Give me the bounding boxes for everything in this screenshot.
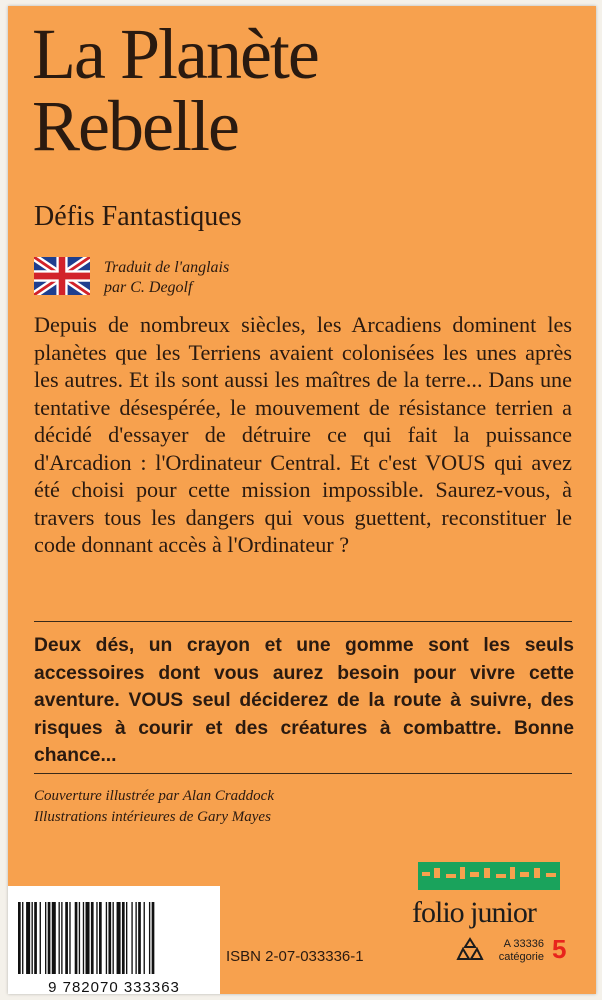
divider-bottom bbox=[34, 773, 572, 774]
barcode-bar bbox=[86, 902, 90, 974]
translation-credit bbox=[104, 258, 229, 298]
barcode-bar bbox=[149, 902, 150, 974]
barcode-bar bbox=[22, 902, 23, 974]
translation-line-1: Traduit de l'anglais bbox=[104, 259, 230, 276]
barcode-bar bbox=[34, 902, 37, 974]
book-title-line-2: Rebelle bbox=[32, 86, 238, 166]
barcode-bar bbox=[40, 902, 41, 974]
union-jack-flag-icon bbox=[34, 257, 90, 295]
barcode-bar bbox=[91, 902, 94, 974]
barcode-bar bbox=[79, 902, 80, 974]
barcode-bar bbox=[83, 902, 84, 974]
barcode-bar bbox=[117, 902, 121, 974]
barcode-bar bbox=[122, 902, 125, 974]
barcode-bars bbox=[14, 902, 214, 974]
book-title bbox=[32, 14, 318, 166]
barcode-bar bbox=[32, 902, 33, 974]
barcode-bar bbox=[96, 902, 97, 974]
series-name: Défis Fantastiques bbox=[34, 201, 242, 232]
barcode bbox=[8, 886, 220, 994]
barcode-bar bbox=[126, 902, 127, 974]
barcode-bar bbox=[52, 902, 56, 974]
publisher-code: A 33336 bbox=[503, 938, 544, 950]
barcode-bar bbox=[65, 902, 68, 974]
cover-credit: Couverture illustrée par Alan Craddock bbox=[34, 788, 274, 804]
publisher-brand: folio junior bbox=[412, 896, 536, 929]
barcode-bar bbox=[69, 902, 70, 974]
isbn-number: ISBN 2-07-033336-1 bbox=[226, 948, 364, 965]
barcode-bar bbox=[135, 902, 136, 974]
book-back-cover bbox=[8, 6, 596, 994]
gameplay-pitch: Deux dés, un crayon et une gomme sont les seuls accessoires dont vous aurez besoin pour vivre cette aventure. VOUS seul déciderez de la route à suivre, des risques à courir et des créatures à combattre. Bonne chance... bbox=[34, 635, 574, 766]
barcode-bar bbox=[152, 902, 155, 974]
folio-junior-stripe-logo bbox=[418, 862, 560, 890]
barcode-bar bbox=[131, 902, 132, 974]
barcode-bar bbox=[48, 902, 51, 974]
barcode-bar bbox=[26, 902, 30, 974]
barcode-bar bbox=[59, 902, 60, 974]
barcode-bar bbox=[106, 902, 107, 974]
barcode-bar bbox=[108, 902, 111, 974]
folio-trefoil-logo-icon bbox=[455, 937, 485, 963]
publisher-code-block bbox=[492, 938, 544, 964]
barcode-bar bbox=[45, 902, 46, 974]
barcode-bar bbox=[18, 902, 21, 974]
barcode-bar bbox=[144, 902, 145, 974]
barcode-bar bbox=[61, 902, 62, 974]
book-title-line-1: La Planète bbox=[32, 14, 318, 94]
divider-top bbox=[34, 621, 572, 622]
illustration-credits bbox=[34, 786, 274, 828]
translation-line-2: par C. Degolf bbox=[104, 279, 193, 296]
category-number: 5 bbox=[552, 934, 567, 964]
barcode-bar bbox=[75, 902, 78, 974]
barcode-bar bbox=[113, 902, 114, 974]
category-label: catégorie bbox=[498, 951, 544, 963]
barcode-digits: 9 782070 333363 bbox=[48, 979, 180, 994]
summary-text: Depuis de nombreux siècles, les Arcadiens dominent les planètes que les Terriens avaient colonisées les unes après les autres. Et ils sont aussi les maîtres de la terre... Dans une tentative désespérée, le mouvement de résistance terrien a décidé d'essayer de détruire ce qui fait la puissance d'Arcadion : l'Ordinateur Central. Et c'est VOUS qui avez été choisi pour cette mission impossible. Saurez-vous, à travers tous les dangers qui vous guettent, reconstituer le code donnant accès à l'Ordinateur ? bbox=[34, 312, 572, 557]
barcode-bar bbox=[138, 902, 141, 974]
interior-credit: Illustrations intérieures de Gary Mayes bbox=[34, 809, 271, 825]
barcode-bar bbox=[99, 902, 102, 974]
